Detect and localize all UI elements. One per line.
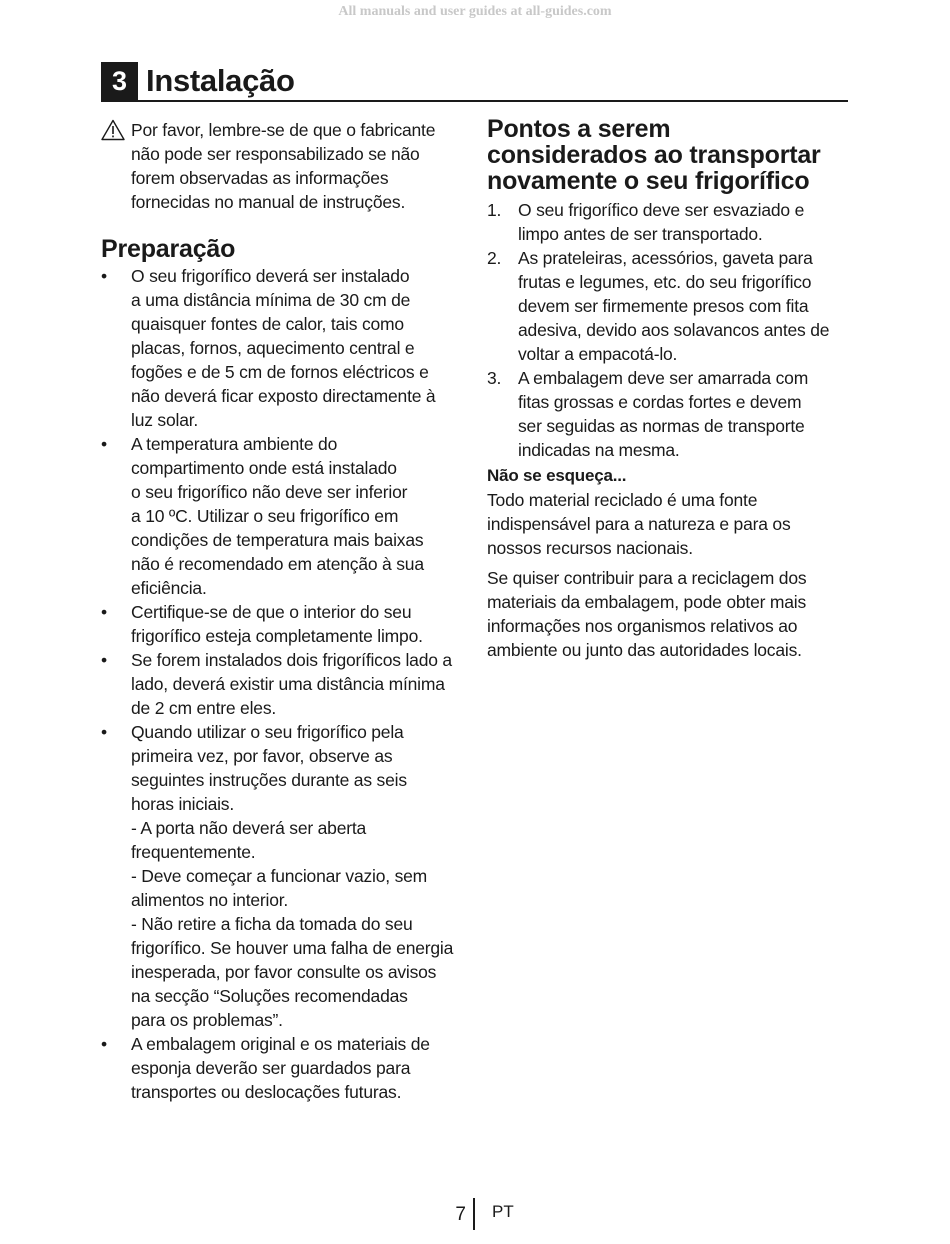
text-line: lado, deverá existir uma distância mínima bbox=[131, 674, 445, 694]
list-item bbox=[101, 1032, 466, 1104]
bullet-icon: • bbox=[101, 722, 107, 742]
text-line: - A porta não deverá ser aberta bbox=[131, 818, 367, 838]
text-line: esponja deverão ser guardados para bbox=[131, 1058, 411, 1078]
text-line: nossos recursos nacionais. bbox=[487, 538, 693, 558]
subheading-nao-esqueca: Não se esqueça... bbox=[487, 466, 627, 485]
bullet-icon: • bbox=[101, 1034, 107, 1054]
chapter-title: Instalação bbox=[146, 63, 295, 98]
text-line: Se quiser contribuir para a reciclagem dos bbox=[487, 568, 807, 588]
bullet-icon: • bbox=[101, 602, 107, 622]
recycling-paragraphs bbox=[487, 488, 849, 662]
text-line: A embalagem deve ser amarrada com bbox=[518, 368, 809, 388]
text-line: placas, fornos, aquecimento central e bbox=[131, 338, 415, 358]
heading-line: Pontos a serem bbox=[487, 115, 671, 143]
text-line: Todo material reciclado é uma fonte bbox=[487, 490, 758, 510]
paragraph bbox=[487, 566, 849, 662]
right-column bbox=[487, 116, 849, 662]
text-line: ser seguidas as normas de transporte bbox=[518, 416, 805, 436]
text-line: O seu frigorífico deve ser esvaziado e bbox=[518, 200, 805, 220]
text-line: a uma distância mínima de 30 cm de bbox=[131, 290, 411, 310]
text-line: inesperada, por favor consulte os avisos bbox=[131, 962, 437, 982]
warning-note bbox=[101, 118, 466, 214]
section-heading-transporte bbox=[487, 116, 849, 194]
text-line: não é recomendado em atenção à sua bbox=[131, 554, 424, 574]
text-line: indispensável para a natureza e para os bbox=[487, 514, 791, 534]
bullet-icon: • bbox=[101, 650, 107, 670]
text-line: devem ser firmemente presos com fita bbox=[518, 296, 809, 316]
step-item bbox=[487, 246, 849, 366]
list-item bbox=[101, 720, 466, 1032]
warning-text: Por favor, lembre-se de que o fabricante não pode ser responsabilizado se não forem observadas as informações fornecidas no manual de instruções. bbox=[131, 120, 436, 212]
text-line: seguintes instruções durante as seis bbox=[131, 770, 407, 790]
text-line: para os problemas”. bbox=[131, 1010, 283, 1030]
text-line: a 10 ºC. Utilizar o seu frigorífico em bbox=[131, 506, 399, 526]
text-line: - Não retire a ficha da tomada do seu bbox=[131, 914, 413, 934]
step-item bbox=[487, 366, 849, 462]
footer-divider bbox=[473, 1198, 475, 1230]
text-line: condições de temperatura mais baixas bbox=[131, 530, 424, 550]
text-line: na secção “Soluções recomendadas bbox=[131, 986, 408, 1006]
text-line: compartimento onde está instalado bbox=[131, 458, 397, 478]
list-item bbox=[101, 264, 466, 432]
left-column bbox=[101, 118, 466, 1104]
list-item bbox=[101, 648, 466, 720]
language-code: PT bbox=[492, 1202, 514, 1221]
text-line: frigorífico esteja completamente limpo. bbox=[131, 626, 423, 646]
text-line: eficiência. bbox=[131, 578, 207, 598]
text-line: Se forem instalados dois frigoríficos lado a bbox=[131, 650, 452, 670]
text-line: voltar a empacotá-lo. bbox=[518, 344, 678, 364]
chapter-number: 3 bbox=[101, 62, 138, 100]
text-line: frutas e legumes, etc. do seu frigorífico bbox=[518, 272, 812, 292]
text-line: fitas grossas e cordas fortes e devem bbox=[518, 392, 802, 412]
transporte-steps bbox=[487, 198, 849, 462]
text-line: materiais da embalagem, pode obter mais bbox=[487, 592, 807, 612]
text-line: de 2 cm entre eles. bbox=[131, 698, 277, 718]
text-line: transportes ou deslocações futuras. bbox=[131, 1082, 402, 1102]
text-line: adesiva, devido aos solavancos antes de bbox=[518, 320, 830, 340]
list-item bbox=[101, 432, 466, 600]
step-item bbox=[487, 198, 849, 246]
heading-line: considerados ao transportar bbox=[487, 141, 821, 169]
text-line: Certifique-se de que o interior do seu bbox=[131, 602, 412, 622]
text-line: A temperatura ambiente do bbox=[131, 434, 338, 454]
text-line: informações nos organismos relativos ao bbox=[487, 616, 798, 636]
text-line: O seu frigorífico deverá ser instalado bbox=[131, 266, 410, 286]
text-line: primeira vez, por favor, observe as bbox=[131, 746, 393, 766]
text-line: ambiente ou junto das autoridades locais. bbox=[487, 640, 802, 660]
text-line: quaisquer fontes de calor, tais como bbox=[131, 314, 404, 334]
text-line: A embalagem original e os materiais de bbox=[131, 1034, 430, 1054]
page-footer bbox=[0, 1198, 950, 1234]
text-line: frequentemente. bbox=[131, 842, 256, 862]
step-number: 2. bbox=[487, 248, 502, 268]
step-number: 3. bbox=[487, 368, 502, 388]
heading-line: novamente o seu frigorífico bbox=[487, 167, 810, 195]
text-line: fogões e de 5 cm de fornos eléctricos e bbox=[131, 362, 429, 382]
bullet-icon: • bbox=[101, 434, 107, 454]
text-line: alimentos no interior. bbox=[131, 890, 289, 910]
text-line: Quando utilizar o seu frigorífico pela bbox=[131, 722, 404, 742]
bullet-icon: • bbox=[101, 266, 107, 286]
text-line: horas iniciais. bbox=[131, 794, 235, 814]
text-line: limpo antes de ser transportado. bbox=[518, 224, 763, 244]
list-item bbox=[101, 600, 466, 648]
chapter-header bbox=[101, 60, 848, 102]
text-line: não deverá ficar exposto directamente à bbox=[131, 386, 436, 406]
warning-triangle-icon bbox=[101, 119, 125, 141]
text-line: As prateleiras, acessórios, gaveta para bbox=[518, 248, 813, 268]
text-line: frigorífico. Se houver uma falha de energia bbox=[131, 938, 454, 958]
section-heading-preparacao: Preparação bbox=[101, 235, 236, 263]
watermark: All manuals and user guides at all-guides.com bbox=[338, 4, 612, 19]
text-line: indicadas na mesma. bbox=[518, 440, 680, 460]
text-line: luz solar. bbox=[131, 410, 199, 430]
preparacao-list bbox=[101, 264, 466, 1104]
text-line: o seu frigorífico não deve ser inferior bbox=[131, 482, 408, 502]
page-number: 7 bbox=[455, 1204, 466, 1225]
paragraph bbox=[487, 488, 849, 560]
text-line: - Deve começar a funcionar vazio, sem bbox=[131, 866, 428, 886]
step-number: 1. bbox=[487, 200, 502, 220]
